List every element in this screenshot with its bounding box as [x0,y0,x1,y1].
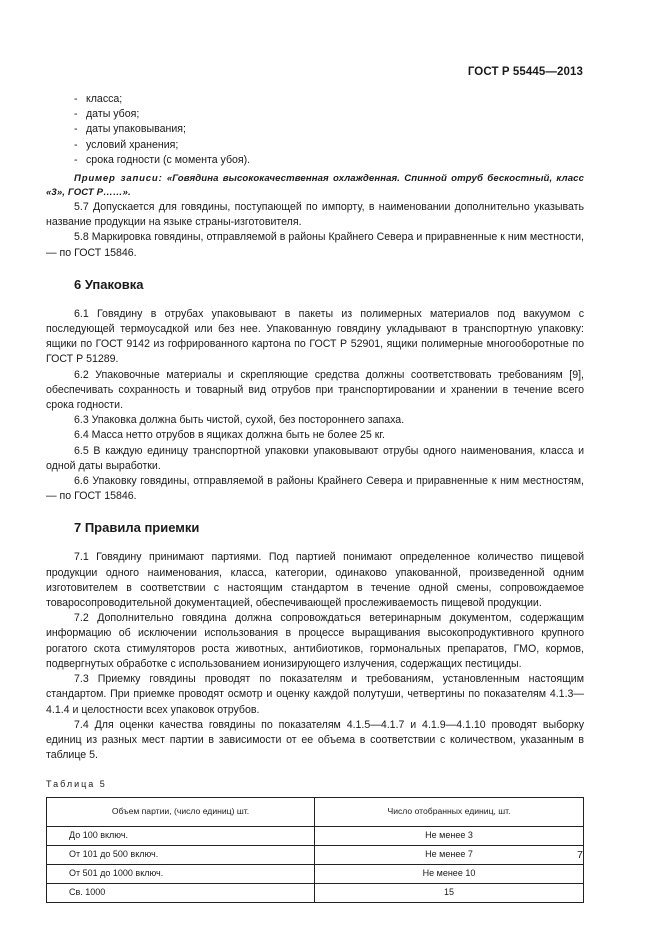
paragraph-7-1: 7.1 Говядину принимают партиями. Под партией понимают определенное количество пищевой продукции одного наименования, класса, категории, одинаково упакованной, произведенной одним изготовителем в соответствии с настоящим стандартом в течение одной смены, сопровождаемое товаросопроводительной документацией, обеспечивающей прослеживаемость пищевой продукции. [46,551,584,610]
paragraph-7-2: 7.2 Дополнительно говядина должна сопровождаться ветеринарным документом, содержащим информацию об исключении использования в процессе выращивания высокопродуктивного крупного рогатого скота стимуляторов роста животных, антибиотиков, гормональных препаратов, ГМО, кормов, подвергнутых обработке с использованием ионизирующего излучения, содержащих пестициды. [46,612,584,670]
section-7-heading: 7 Правила приемки [74,520,200,536]
marking-list [46,92,584,168]
table-cell: Св. 1000 [47,883,315,902]
paragraph-7-3: 7.3 Приемку говядины проводят по показателям и требованиям, установленным настоящим стандартом. При приемке проводят осмотр и оценку каждой полутуши, четвертины по показателям 4.1.3—4.1.4 и целостности всех упаковок отрубов. [46,673,584,716]
table-row [47,883,584,902]
paragraph-6-3: 6.3 Упаковка должна быть чистой, сухой, без постороннего запаха. [74,414,405,427]
table-row [47,845,584,864]
paragraph-6-4: 6.4 Масса нетто отрубов в ящиках должна быть не более 25 кг. [74,429,385,442]
example-label: Пример записи: [74,173,163,185]
table-row [47,864,584,883]
list-item: - класса; [74,93,123,105]
table-header-row [47,797,584,826]
list-item-text: даты упаковывания; [86,123,186,136]
table-header-cell: Число отобранных единиц, шт. [315,797,584,826]
paragraph-6-1: 6.1 Говядину в отрубах упаковывают в пакеты из полимерных материалов под вакуумом с последующей термоусадкой или без нее. Упакованную говядину укладывают в транспортную упаковку: ящики по ГОСТ 9142 из гофрированного картона по ГОСТ Р 52901, ящики полимерные многооборотные по ГОСТ Р 51289. [46,307,584,366]
page-content [46,92,584,903]
paragraph-5-7: 5.7 Допускается для говядины, поступающей по импорту, в наименовании дополнительно указывать название продукции на языке страны-изготовителя. [46,201,584,229]
section-6-heading: 6 Упаковка [74,276,144,292]
document-id-header: ГОСТ Р 55445—2013 [467,66,583,78]
table-caption: Таблица 5 [46,779,107,790]
list-item: - даты упаковывания; [74,123,186,136]
list-item: - условий хранения; [74,138,179,151]
paragraph-6-2: 6.2 Упаковочные материалы и скрепляющие средства должны соответствовать требованиям [9], обеспечивать сохранность и товарный вид отрубов при транспортировании и хранении в течение всего срока годности. [46,368,584,412]
paragraph-5-8: 5.8 Маркировка говядины, отправляемой в районы Крайнего Севера и приравненные к ним местности, — по ГОСТ 15846. [46,231,584,259]
paragraph-6-6: 6.6 Упаковку говядины, отправляемой в районы Крайнего Севера и приравненные к ним местностям, — по ГОСТ 15846. [46,475,584,503]
list-item-text: срока годности (с момента убоя). [86,153,251,166]
table-cell: Не менее 10 [315,864,584,883]
list-item-text: класса; [86,93,123,105]
table-row [47,826,584,845]
paragraph-6-5: 6.5 В каждую единицу транспортной упаковки упаковывают отрубы одного наименования, класса и одной даты выработки. [46,444,584,472]
page-number: 7 [577,849,583,861]
list-item: - срока годности (с момента убоя). [74,153,251,166]
table-cell: Не менее 7 [315,845,584,864]
list-item-text: условий хранения; [86,138,179,151]
list-item: - даты убоя; [74,108,140,121]
table-cell: До 100 включ. [47,826,315,845]
table-cell: 15 [315,883,584,902]
table-cell: От 501 до 1000 включ. [47,864,315,883]
table-cell: Не менее 3 [315,826,584,845]
example-text: «Говядина высококачественная охлажденная. Спинной отруб бескостный, класс «3», ГОСТ Р……». [46,173,585,199]
example-record [46,172,584,200]
table-header-cell: Объем партии, (число единиц) шт. [47,797,315,826]
table-cell: От 101 до 500 включ. [47,845,315,864]
list-item-text: даты убоя; [86,108,140,121]
paragraph-7-4: 7.4 Для оценки качества говядины по показателям 4.1.5—4.1.7 и 4.1.9—4.1.10 проводят выборку единиц из разных мест партии в зависимости от ее объема в соответствии с количеством, указанным в таблице 5. [46,718,584,762]
sampling-table [46,797,584,903]
